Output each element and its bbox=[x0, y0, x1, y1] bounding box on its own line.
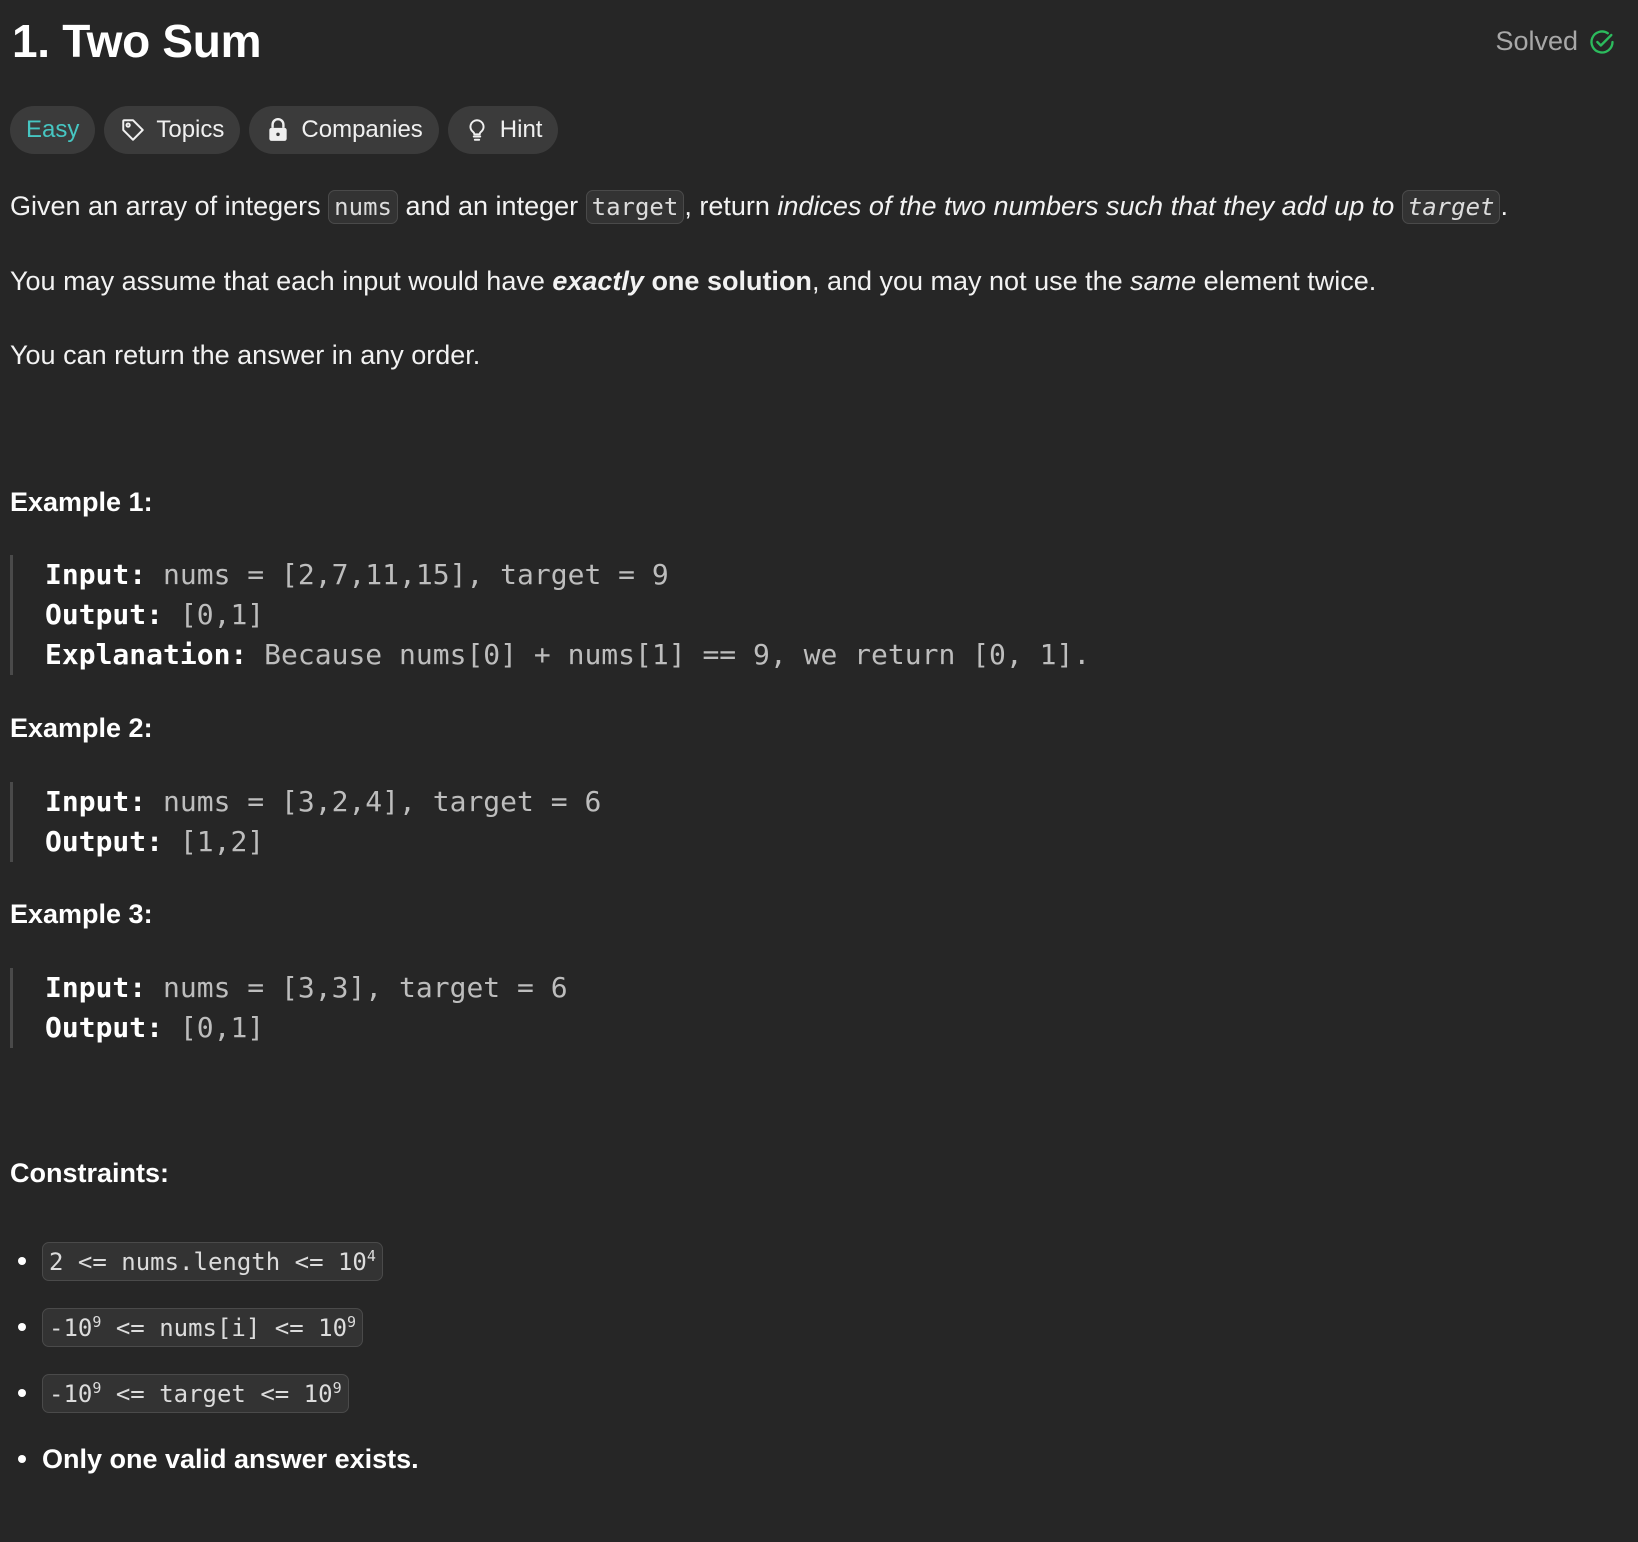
example-2-title: Example 2: bbox=[10, 713, 153, 743]
constraint-text: 2 <= nums.length <= 10 bbox=[49, 1247, 367, 1276]
solved-status bbox=[1495, 26, 1616, 57]
example-input-line bbox=[45, 782, 601, 822]
example-2-block bbox=[10, 782, 601, 862]
difficulty-badge bbox=[10, 106, 95, 154]
constraint-code bbox=[42, 1308, 363, 1347]
desc-text: You may assume that each input would have bbox=[10, 266, 553, 296]
companies-button[interactable] bbox=[249, 106, 438, 154]
hint-label: Hint bbox=[499, 116, 543, 143]
hint-button[interactable] bbox=[448, 106, 559, 154]
constraint-exponent: 9 bbox=[92, 1378, 102, 1397]
constraint-code bbox=[42, 1242, 383, 1281]
description-paragraph-2 bbox=[10, 263, 1628, 299]
constraint-text: Only one valid answer exists. bbox=[42, 1443, 419, 1474]
example-output-line bbox=[45, 595, 1090, 635]
example-output-line bbox=[45, 822, 601, 862]
description-paragraph-1 bbox=[10, 188, 1628, 225]
constraint-item bbox=[10, 1426, 419, 1492]
input-label: Input: bbox=[45, 785, 147, 818]
desc-emphasis: same bbox=[1130, 266, 1197, 296]
constraint-code bbox=[42, 1374, 349, 1413]
example-explanation-line bbox=[45, 635, 1090, 675]
desc-text: element twice. bbox=[1196, 266, 1377, 296]
constraint-exponent: 9 bbox=[347, 1312, 357, 1331]
desc-text: and an integer bbox=[397, 191, 586, 221]
solved-label: Solved bbox=[1495, 26, 1578, 56]
desc-bold-italic: exactly bbox=[552, 266, 644, 296]
tag-icon bbox=[120, 117, 146, 143]
output-value: [0,1] bbox=[179, 598, 265, 631]
constraints-list bbox=[10, 1228, 419, 1492]
example-3-title: Example 3: bbox=[10, 899, 153, 929]
desc-text: Given an array of integers bbox=[10, 191, 329, 221]
constraint-text: <= target <= 10 bbox=[101, 1379, 333, 1408]
companies-label: Companies bbox=[301, 116, 423, 143]
problem-title[interactable]: 1. Two Sum bbox=[12, 15, 262, 67]
input-label: Input: bbox=[45, 971, 147, 1004]
constraint-exponent: 4 bbox=[366, 1246, 376, 1265]
input-label: Input: bbox=[45, 558, 147, 591]
topics-label: Topics bbox=[156, 116, 225, 143]
output-value: [1,2] bbox=[179, 825, 265, 858]
constraint-text: -10 bbox=[49, 1313, 93, 1342]
description-paragraph-3: You can return the answer in any order. bbox=[10, 340, 481, 370]
output-label: Output: bbox=[45, 825, 164, 858]
example-1-title: Example 1: bbox=[10, 487, 153, 517]
explanation-label: Explanation: bbox=[45, 638, 248, 671]
difficulty-label: Easy bbox=[26, 116, 80, 143]
example-input-line bbox=[45, 555, 1090, 595]
problem-tags bbox=[10, 106, 558, 154]
example-1-block bbox=[10, 555, 1090, 675]
input-value: nums = [2,7,11,15], target = 9 bbox=[163, 558, 669, 591]
example-input-line bbox=[45, 968, 568, 1008]
explanation-value: Because nums[0] + nums[1] == 9, we return [0, 1]. bbox=[264, 638, 1091, 671]
desc-text bbox=[1394, 191, 1402, 221]
constraint-exponent: 9 bbox=[92, 1312, 102, 1331]
desc-emphasis: indices of the two numbers such that they add up to bbox=[777, 191, 1395, 221]
constraint-item bbox=[10, 1360, 419, 1426]
example-output-line bbox=[45, 1008, 568, 1048]
constraint-text: -10 bbox=[49, 1379, 93, 1408]
lightbulb-icon bbox=[464, 117, 490, 143]
output-label: Output: bbox=[45, 598, 164, 631]
problem-header bbox=[10, 0, 1616, 90]
topics-button[interactable] bbox=[104, 106, 240, 154]
inline-code-nums: nums bbox=[328, 190, 398, 224]
output-value: [0,1] bbox=[179, 1011, 265, 1044]
example-3-block bbox=[10, 968, 568, 1048]
constraints-title: Constraints: bbox=[10, 1158, 170, 1188]
desc-bold: one solution bbox=[643, 266, 812, 296]
input-value: nums = [3,2,4], target = 6 bbox=[163, 785, 602, 818]
constraint-exponent: 9 bbox=[332, 1378, 342, 1397]
check-circle-icon bbox=[1588, 28, 1616, 56]
constraint-item bbox=[10, 1228, 419, 1294]
desc-text: , return bbox=[684, 191, 778, 221]
output-label: Output: bbox=[45, 1011, 164, 1044]
constraint-text: <= nums[i] <= 10 bbox=[101, 1313, 348, 1342]
desc-text: . bbox=[1500, 191, 1508, 221]
input-value: nums = [3,3], target = 6 bbox=[163, 971, 568, 1004]
lock-icon bbox=[265, 117, 291, 143]
constraint-item bbox=[10, 1294, 419, 1360]
inline-code-target-italic: target bbox=[1402, 190, 1501, 224]
inline-code-target: target bbox=[586, 190, 685, 224]
desc-text: , and you may not use the bbox=[811, 266, 1131, 296]
